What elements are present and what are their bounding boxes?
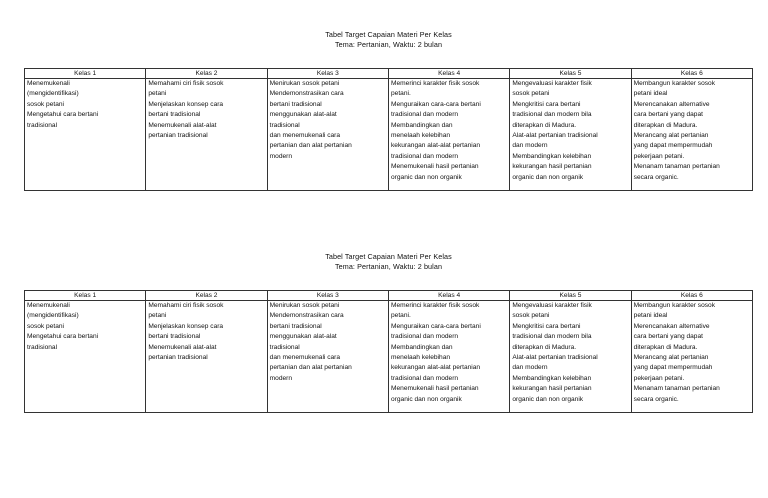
target-table xyxy=(24,290,753,413)
cell-text-line: Mengkritisi cara bertani xyxy=(512,322,581,330)
cell-text-line: Membangun karakter sosok xyxy=(633,302,716,309)
cell-text-line: petani. xyxy=(391,312,411,320)
cell-text-line: bertani tradisional xyxy=(148,333,201,341)
table-cell xyxy=(25,79,146,191)
cell-text-line: Menemukenali alat-alat xyxy=(148,343,217,351)
table-section-2 xyxy=(24,252,753,413)
cell-text-line: pertanian tradisional xyxy=(148,354,208,362)
cell-text-line: tradisional dan modern xyxy=(391,333,459,341)
cell-text-line: organic dan non organik xyxy=(391,173,462,181)
cell-text-line: tradisional xyxy=(27,121,58,129)
column-header: Kelas 4 xyxy=(389,291,510,301)
table-title xyxy=(24,252,753,272)
cell-text-line: menelaah kelebihan xyxy=(391,354,451,362)
cell-text-line: dan menemukenali cara xyxy=(269,354,341,362)
column-header: Kelas 1 xyxy=(25,291,146,301)
cell-text-line: pertanian tradisional xyxy=(148,132,208,140)
cell-text-line: Menguraikan cara-cara bertani xyxy=(391,322,481,330)
cell-text-line: Membandingkan dan xyxy=(391,121,453,129)
cell-text-line: modern xyxy=(269,152,293,160)
cell-text-line: Menirukan sosok petani xyxy=(269,302,340,309)
table-cell xyxy=(268,301,389,413)
cell-text-line: petani xyxy=(148,312,167,320)
table-cell xyxy=(632,79,753,191)
cell-text-line: Menemukenali alat-alat xyxy=(148,121,217,129)
cell-text-line: Menemukenali hasil pertanian xyxy=(391,163,479,171)
cell-text-line: Memahami ciri fisik sosok xyxy=(148,302,224,309)
cell-text-line: Menemukenali xyxy=(27,80,70,87)
cell-text-line: Mengevaluasi karakter fisik xyxy=(512,80,592,87)
table-subtitle-line: Tema: Pertanian, Waktu: 2 bulan xyxy=(334,262,443,271)
cell-text-line: petani. xyxy=(391,90,411,98)
cell-text-line: bertani tradisional xyxy=(269,322,322,330)
cell-text-line: Membandingkan kelebihan xyxy=(512,152,592,160)
cell-text-line: cara bertani yang dapat xyxy=(633,333,703,341)
column-header: Kelas 4 xyxy=(389,69,510,79)
column-header: Kelas 6 xyxy=(632,69,753,79)
cell-text-line: tradisional dan modern xyxy=(391,152,459,160)
column-header: Kelas 3 xyxy=(268,291,389,301)
cell-text-line: tradisional dan modern xyxy=(391,111,459,119)
cell-text-line: menggunakan alat-alat xyxy=(269,111,337,119)
cell-text-line: pekerjaan petani. xyxy=(633,152,685,160)
cell-text-line: yang dapat mempermudah xyxy=(633,364,713,372)
cell-text-line: sosok petani xyxy=(512,312,550,320)
cell-text-line: organic dan non organik xyxy=(391,395,462,403)
cell-text-line: menggunakan alat-alat xyxy=(269,333,337,341)
cell-text-line: modern xyxy=(269,374,293,382)
cell-text-line: Membandingkan kelebihan xyxy=(512,374,592,382)
table-cell xyxy=(510,301,631,413)
table-subtitle-line: Tema: Pertanian, Waktu: 2 bulan xyxy=(334,40,443,49)
cell-text-line: kekurangan alat-alat pertanian xyxy=(391,142,481,150)
cell-text-line: pekerjaan petani. xyxy=(633,374,685,382)
table-cell xyxy=(510,79,631,191)
cell-text-line: (mengidentifikasi) xyxy=(27,312,79,320)
cell-text-line: cara bertani yang dapat xyxy=(633,111,703,119)
cell-text-line: petani xyxy=(148,90,167,98)
cell-text-line: Menirukan sosok petani xyxy=(269,80,340,87)
column-header: Kelas 2 xyxy=(146,291,267,301)
column-header: Kelas 5 xyxy=(510,69,631,79)
table-cell xyxy=(389,79,510,191)
cell-text-line: petani ideal xyxy=(633,312,668,320)
cell-text-line: secara organic. xyxy=(633,173,679,181)
cell-text-line: menelaah kelebihan xyxy=(391,132,451,140)
table-cell xyxy=(25,301,146,413)
cell-text-line: Memerinci karakter fisik sosok xyxy=(391,302,480,309)
cell-text-line: Merencanakan alternative xyxy=(633,100,710,108)
cell-text-line: kekurangan alat-alat pertanian xyxy=(391,364,481,372)
cell-text-line: tradisional xyxy=(269,121,300,129)
cell-text-line: dan modern xyxy=(512,142,548,150)
column-header: Kelas 3 xyxy=(268,69,389,79)
cell-text-line: Mengetahui cara bertani xyxy=(27,111,99,119)
cell-text-line: bertani tradisional xyxy=(269,100,322,108)
cell-text-line: Menemukenali hasil pertanian xyxy=(391,385,479,393)
cell-text-line: Memerinci karakter fisik sosok xyxy=(391,80,480,87)
cell-text-line: Memahami ciri fisik sosok xyxy=(148,80,224,87)
cell-text-line: pertanian dan alat pertanian xyxy=(269,142,352,150)
table-section-1 xyxy=(24,30,753,191)
table-cell xyxy=(146,301,267,413)
column-header: Kelas 1 xyxy=(25,69,146,79)
cell-text-line: secara organic. xyxy=(633,395,679,403)
cell-text-line: diterapkan di Madura. xyxy=(512,343,577,351)
cell-text-line: tradisional dan modern bila xyxy=(512,333,592,341)
table-cell xyxy=(389,301,510,413)
cell-text-line: yang dapat mempermudah xyxy=(633,142,713,150)
cell-text-line: Alat-alat pertanian tradisional xyxy=(512,132,598,140)
cell-text-line: Merancang alat pertanian xyxy=(633,354,709,362)
cell-text-line: Membangun karakter sosok xyxy=(633,80,716,87)
cell-text-line: Menjelaskan konsep cara xyxy=(148,100,224,108)
cell-text-line: tradisional dan modern xyxy=(391,374,459,382)
column-header: Kelas 5 xyxy=(510,291,631,301)
cell-text-line: petani ideal xyxy=(633,90,668,98)
cell-text-line: kekurangan hasil pertanian xyxy=(512,385,592,393)
table-title xyxy=(24,30,753,50)
cell-text-line: kekurangan hasil pertanian xyxy=(512,163,592,171)
cell-text-line: Mengevaluasi karakter fisik xyxy=(512,302,592,309)
table-title-line: Tabel Target Capaian Materi Per Kelas xyxy=(325,252,452,261)
cell-text-line: Merancang alat pertanian xyxy=(633,132,709,140)
cell-text-line: Menjelaskan konsep cara xyxy=(148,322,224,330)
cell-text-line: diterapkan di Madura. xyxy=(633,343,698,351)
column-header: Kelas 2 xyxy=(146,69,267,79)
cell-text-line: tradisional xyxy=(27,343,58,351)
table-cell xyxy=(632,301,753,413)
cell-text-line: Mendemonstrasikan cara xyxy=(269,312,344,320)
cell-text-line: Merencanakan alternative xyxy=(633,322,710,330)
cell-text-line: dan modern xyxy=(512,364,548,372)
cell-text-line: Mengetahui cara bertani xyxy=(27,333,99,341)
cell-text-line: bertani tradisional xyxy=(148,111,201,119)
table-cell xyxy=(146,79,267,191)
cell-text-line: sosok petani xyxy=(512,90,550,98)
cell-text-line: Menanam tanaman pertanian xyxy=(633,163,720,171)
cell-text-line: sosok petani xyxy=(27,100,65,108)
cell-text-line: Menemukenali xyxy=(27,302,70,309)
cell-text-line: Membandingkan dan xyxy=(391,343,453,351)
column-header: Kelas 6 xyxy=(632,291,753,301)
cell-text-line: diterapkan di Madura. xyxy=(512,121,577,129)
cell-text-line: tradisional xyxy=(269,343,300,351)
cell-text-line: Alat-alat pertanian tradisional xyxy=(512,354,598,362)
cell-text-line: Menanam tanaman pertanian xyxy=(633,385,720,393)
cell-text-line: sosok petani xyxy=(27,322,65,330)
table-title-line: Tabel Target Capaian Materi Per Kelas xyxy=(325,30,452,39)
cell-text-line: (mengidentifikasi) xyxy=(27,90,79,98)
cell-text-line: Mengkritisi cara bertani xyxy=(512,100,581,108)
target-table xyxy=(24,68,753,191)
cell-text-line: Mendemonstrasikan cara xyxy=(269,90,344,98)
cell-text-line: Menguraikan cara-cara bertani xyxy=(391,100,481,108)
cell-text-line: pertanian dan alat pertanian xyxy=(269,364,352,372)
cell-text-line: tradisional dan modern bila xyxy=(512,111,592,119)
cell-text-line: dan menemukenali cara xyxy=(269,132,341,140)
cell-text-line: organic dan non organik xyxy=(512,173,584,181)
table-cell xyxy=(268,79,389,191)
cell-text-line: diterapkan di Madura. xyxy=(633,121,698,129)
cell-text-line: organic dan non organik xyxy=(512,395,584,403)
